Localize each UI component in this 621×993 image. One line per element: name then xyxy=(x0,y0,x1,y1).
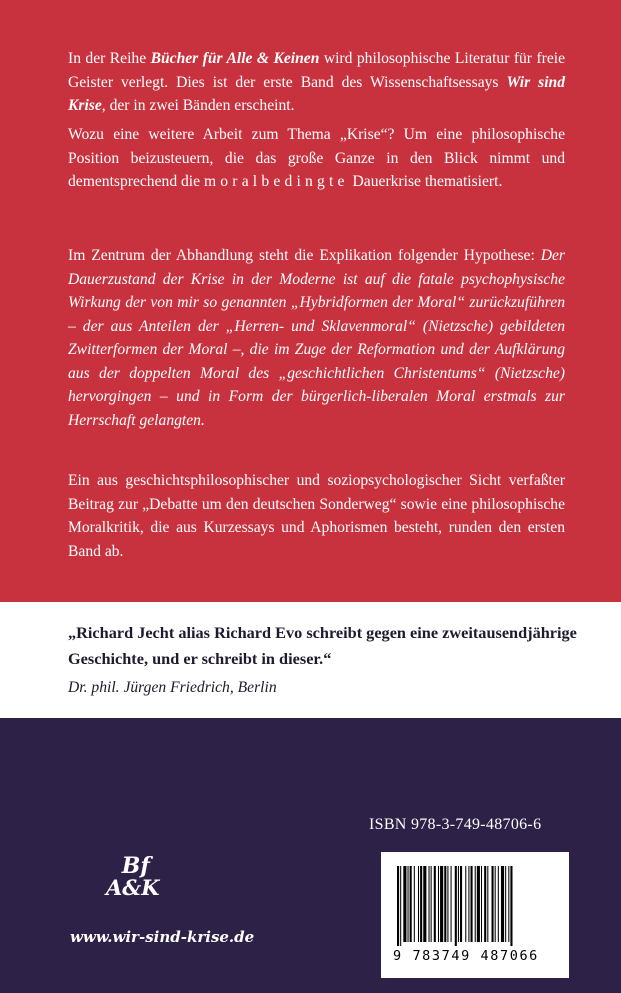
blurb-paragraph-4: Ein aus geschichtsphilosophischer und soziopsychologischer Sicht verfaßter Beitrag zur „Debatte um den deutschen Sonderweg“ sowie eine philosophische Moralkritik, die aus Kurzessays und Aphorismen besteht, runden den ersten Band ab. xyxy=(68,472,565,560)
barcode-bar xyxy=(495,866,496,942)
blurb-paragraph-1 xyxy=(68,47,565,118)
barcode-bar xyxy=(438,866,439,942)
back-cover-footer xyxy=(0,718,621,993)
publisher-logo xyxy=(106,853,160,900)
barcode-bar xyxy=(444,866,446,942)
barcode-bar xyxy=(429,866,430,942)
barcode xyxy=(381,852,569,978)
text: wird philosophische Literatur für freie Geister verlegt. Dies ist der erste Band des Wissenschaftsessays xyxy=(68,50,566,91)
barcode-bar xyxy=(451,866,452,942)
barcode-bar xyxy=(510,866,512,946)
hypothesis-intro: Im Zentrum der Abhandlung steht die Explikation folgender Hypothese: xyxy=(68,247,535,264)
barcode-bar xyxy=(397,866,399,946)
barcode-bar xyxy=(492,866,494,942)
book-title: Wir sind Krise xyxy=(68,73,565,114)
barcode-bar xyxy=(410,866,412,942)
barcode-bar xyxy=(420,866,422,942)
spaced-word: moralbedingte xyxy=(203,173,349,190)
barcode-bar xyxy=(431,866,432,942)
barcode-bars-icon xyxy=(395,866,555,946)
barcode-bar xyxy=(508,866,509,942)
hypothesis-text: Der Dauerzustand der Krise in der Moderne ist auf die fatale psychophysische Wirkung der von mir so genannten „Hybridformen der Moral“ zurückzuführen – der aus Anteilen der „Herren- und Sklavenmoral“ (Nietzsche) gebildeten Zwitterformen der Moral –, die im Zuge der Reformation und der Aufklärung aus der doppelten Moral des „geschichtlichen Christentums“ (Nietzsche) hervorgingen – und in Form der bürgerlich-liberalen Moral erstmals zur Herrschaft gelangten. xyxy=(68,247,565,429)
barcode-bar xyxy=(501,866,504,942)
barcode-bar xyxy=(418,866,419,942)
barcode-bar xyxy=(505,866,506,942)
barcode-bar xyxy=(408,866,409,942)
barcode-bar xyxy=(465,866,466,942)
barcode-bar xyxy=(447,866,448,942)
isbn: ISBN 978-3-749-48706-6 xyxy=(369,816,542,833)
barcode-bar xyxy=(434,866,436,942)
series-name: Bücher für Alle & Keinen xyxy=(150,50,320,67)
barcode-bar xyxy=(400,866,401,946)
barcode-bar xyxy=(498,866,499,942)
barcode-bar xyxy=(414,866,415,942)
barcode-bar xyxy=(477,866,480,942)
barcode-bar xyxy=(440,866,443,942)
barcode-digits: 9 783749 487066 xyxy=(393,948,539,964)
text: Dauerkrise thematisiert. xyxy=(348,173,503,190)
website-link[interactable]: www.wir-sind-krise.de xyxy=(70,928,255,946)
text: Wozu eine weitere Arbeit zum Thema „Krise“? Um eine philosophische Position beizusteuern, die das große Ganze in den Blick nimmt und dementsprechend die xyxy=(68,126,565,190)
text: In der Reihe xyxy=(68,50,151,67)
barcode-bar xyxy=(484,866,486,942)
logo-line-1: Bf xyxy=(121,853,150,879)
review-quote: „Richard Jecht alias Richard Evo schreibt gegen eine zweitausendjährige Geschichte, und er schreibt in dieser.“ xyxy=(68,623,577,668)
blurb-paragraph-2 xyxy=(68,123,565,194)
text: , der in zwei Bänden erscheint. xyxy=(101,97,295,114)
quote-panel xyxy=(0,602,621,718)
quote-author: Dr. phil. Jürgen Friedrich, Berlin xyxy=(68,679,277,696)
barcode-bar xyxy=(423,866,426,942)
barcode-bar xyxy=(471,866,473,942)
barcode-bar xyxy=(487,866,488,942)
barcode-bar xyxy=(481,866,482,942)
barcode-bar xyxy=(458,866,459,942)
logo-line-2: A&K xyxy=(106,875,160,900)
barcode-bar xyxy=(475,866,476,942)
barcode-bar xyxy=(460,866,462,942)
barcode-bar xyxy=(455,866,457,946)
barcode-bar xyxy=(468,866,469,942)
barcode-bar xyxy=(403,866,406,942)
blurb-paragraph-3 xyxy=(68,244,565,432)
